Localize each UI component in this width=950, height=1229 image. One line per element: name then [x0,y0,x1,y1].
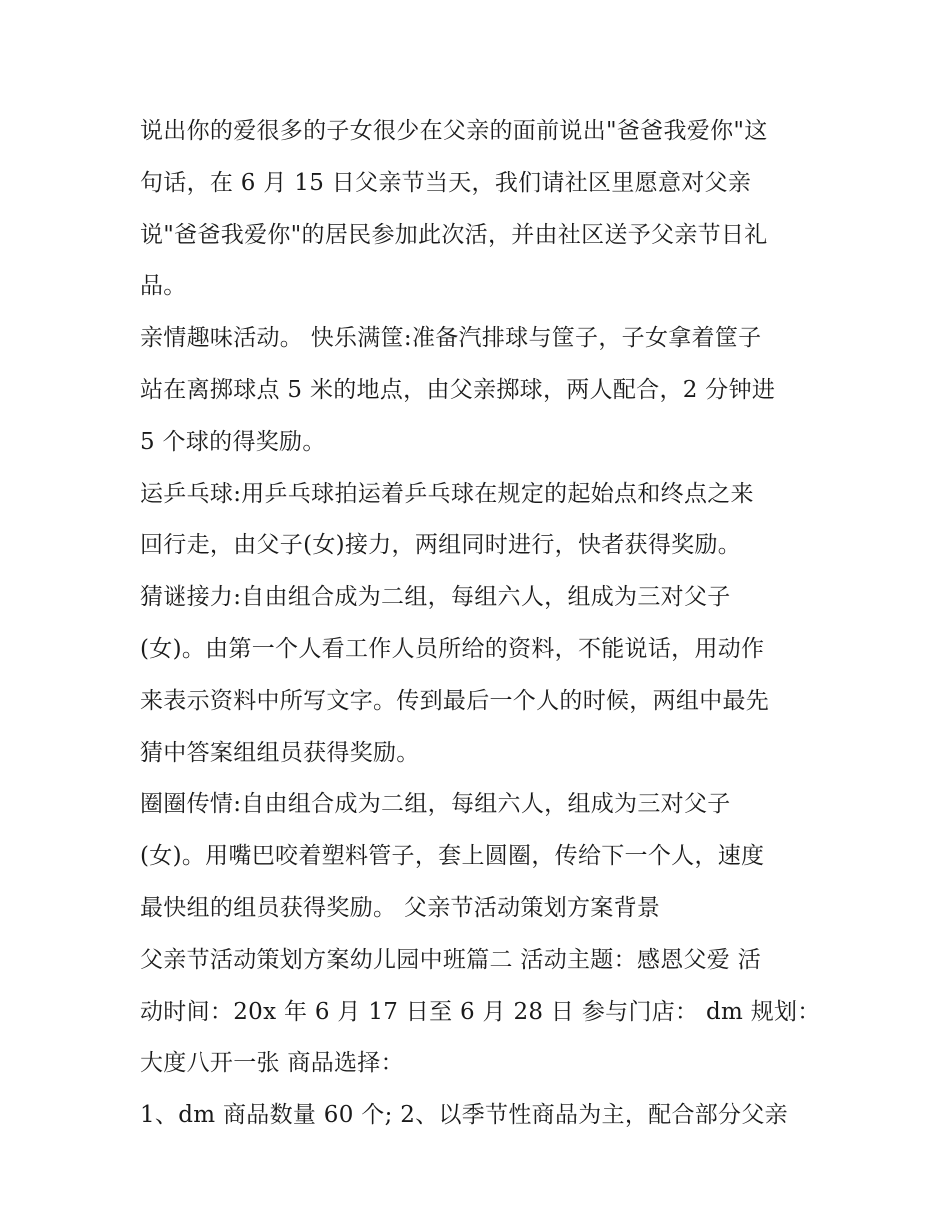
text-line: 运乒乓球:用乒乓球拍运着乒乓球在规定的起始点和终点之来 [140,480,754,507]
text-line: 说"爸爸我爱你"的居民参加此次活，并由社区送予父亲节日礼 [140,221,768,248]
text-line: 来表示资料中所写文字。传到最后一个人的时候，两组中最先 [140,687,770,714]
text-line: 说出你的爱很多的子女很少在父亲的面前说出"爸爸我爱你"这 [140,118,768,144]
text-line: 品。 [140,273,187,300]
text-line: 句话，在 6 月 15 日父亲节当天，我们请社区里愿意对父亲 [140,169,752,196]
text-line: 站在离掷球点 5 米的地点，由父亲掷球，两人配合，2 分钟进 [140,376,776,403]
text-line: 父亲节活动策划方案幼儿园中班篇二 活动主题：感恩父爱 活 [140,946,762,973]
text-line: 1、dm 商品数量 60 个; 2、以季节性商品为主，配合部分父亲 [140,1102,788,1129]
text-line: 回行走，由父子(女)接力，两组同时进行，快者获得奖励。 [140,532,742,559]
document-body-text [140,106,830,1142]
text-line: 猜中答案组组员获得奖励。 [140,739,420,766]
text-line: 动时间：20x 年 6 月 17 日至 6 月 28 日 参与门店： dm 规划： [140,998,821,1025]
text-line: (女)。用嘴巴咬着塑料管子，套上圆圈，传给下一个人，速度 [140,843,765,870]
text-line: 圈圈传情:自由组合成为二组，每组六人，组成为三对父子 [140,791,731,818]
text-line: 亲情趣味活动。 快乐满筐:准备汽排球与筐子，子女拿着筐子 [140,325,762,352]
text-line: 大度八开一张 商品选择： [140,1050,404,1077]
text-line: 5 个球的得奖励。 [140,428,326,455]
text-line: 最快组的组员获得奖励。 父亲节活动策划方案背景 [140,894,661,921]
text-line: (女)。由第一个人看工作人员所给的资料，不能说话，用动作 [140,635,765,662]
text-line: 猜谜接力:自由组合成为二组，每组六人，组成为三对父子 [140,584,731,611]
